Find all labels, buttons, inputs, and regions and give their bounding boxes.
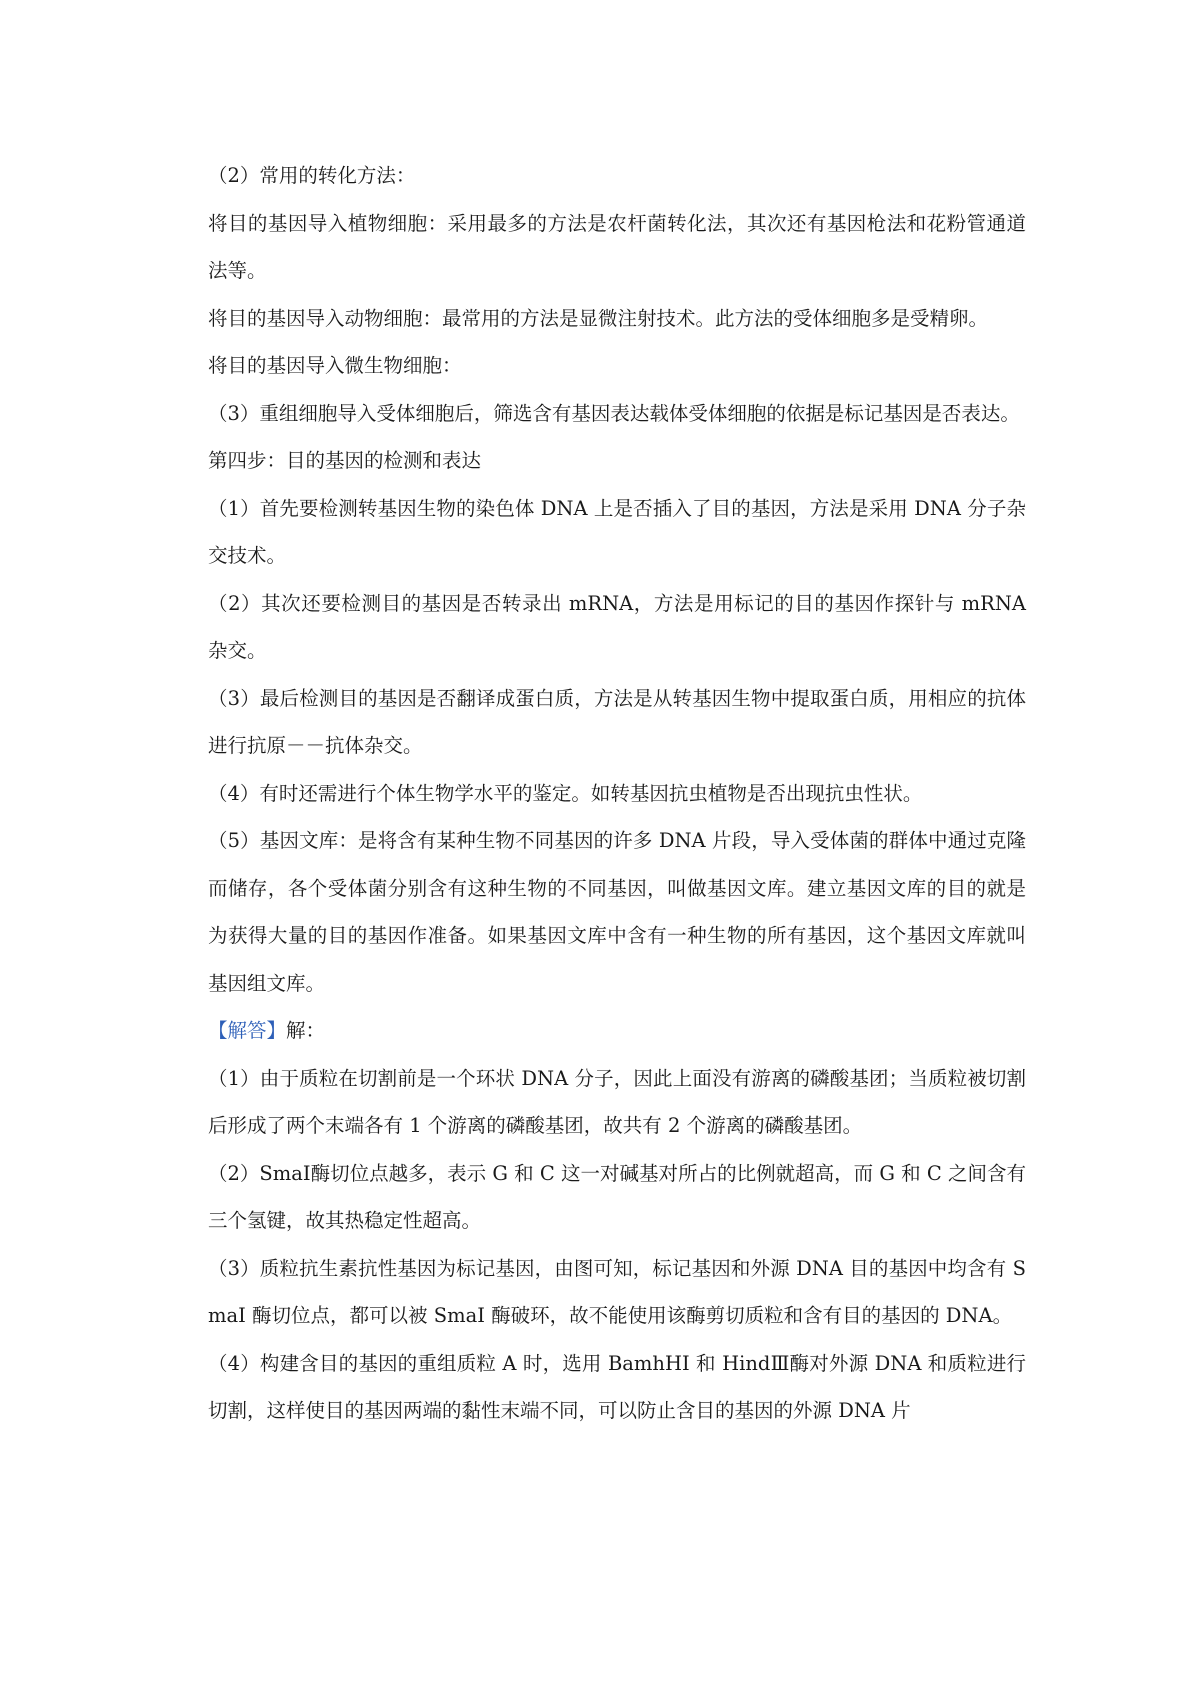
answer-suffix: 解： <box>286 1019 326 1042</box>
paragraph-individual-level: （4）有时还需进行个体生物学水平的鉴定。如转基因抗虫植物是否出现抗虫性状。 <box>208 781 923 805</box>
answer-paragraph-2: （2）SmaⅠ酶切位点越多，表示 G 和 C 这一对碱基对所占的比例就超高，而 G 和 C 之间含有三个氢键，故其热稳定性超高。 <box>208 1161 1026 1232</box>
answer-paragraph-3: （3）质粒抗生素抗性基因为标记基因，由图可知，标记基因和外源 DNA 目的基因中均含有 SmaI 酶切位点，都可以被 SmaI 酶破环，故不能使用该酶剪切质粒和含有目的基因的 DNA。 <box>208 1256 1026 1327</box>
paragraph-protein-detection: （3）最后检测目的基因是否翻译成蛋白质，方法是从转基因生物中提取蛋白质，用相应的抗体进行抗原－－抗体杂交。 <box>208 686 1026 757</box>
document-page <box>208 152 1026 1435</box>
paragraph-transform-methods: （2）常用的转化方法： <box>208 164 416 187</box>
paragraph-mrna-detection: （2）其次还要检测目的基因是否转录出 mRNA，方法是用标记的目的基因作探针与 mRNA 杂交。 <box>208 591 1026 662</box>
paragraph-dna-detection: （1）首先要检测转基因生物的染色体 DNA 上是否插入了目的基因，方法是采用 DNA 分子杂交技术。 <box>208 496 1026 567</box>
paragraph-microbe-cells: 将目的基因导入微生物细胞： <box>208 354 462 377</box>
paragraph-gene-library: （5）基因文库：是将含有某种生物不同基因的许多 DNA 片段，导入受体菌的群体中通过克隆而储存，各个受体菌分别含有这种生物的不同基因，叫做基因文库。建立基因文库的目的就是为获得大量的目的基因作准备。如果基因文库中含有一种生物的所有基因，这个基因文库就叫基因组文库。 <box>208 829 1026 995</box>
answer-label: 【解答】 <box>208 1019 287 1042</box>
answer-paragraph-1: （1）由于质粒在切割前是一个环状 DNA 分子，因此上面没有游离的磷酸基团；当质粒被切割后形成了两个末端各有 1 个游离的磷酸基团，故共有 2 个游离的磷酸基团。 <box>208 1066 1026 1137</box>
paragraph-animal-cells: 将目的基因导入动物细胞：最常用的方法是显微注射技术。此方法的受体细胞多是受精卵。 <box>208 306 989 330</box>
paragraph-screening: （3）重组细胞导入受体细胞后，筛选含有基因表达载体受体细胞的依据是标记基因是否表达。 <box>208 401 1020 425</box>
paragraph-plant-cells: 将目的基因导入植物细胞：采用最多的方法是农杆菌转化法，其次还有基因枪法和花粉管通道法等。 <box>208 211 1026 282</box>
section-heading-step-four: 第四步：目的基因的检测和表达 <box>208 449 482 472</box>
answer-paragraph-4: （4）构建含目的基因的重组质粒 A 时，选用 BamhHI 和 HindⅢ酶对外源 DNA 和质粒进行切割，这样使目的基因两端的黏性末端不同，可以防止含目的基因的外源 DNA 片 <box>208 1351 1026 1422</box>
answer-heading <box>208 1007 1026 1055</box>
